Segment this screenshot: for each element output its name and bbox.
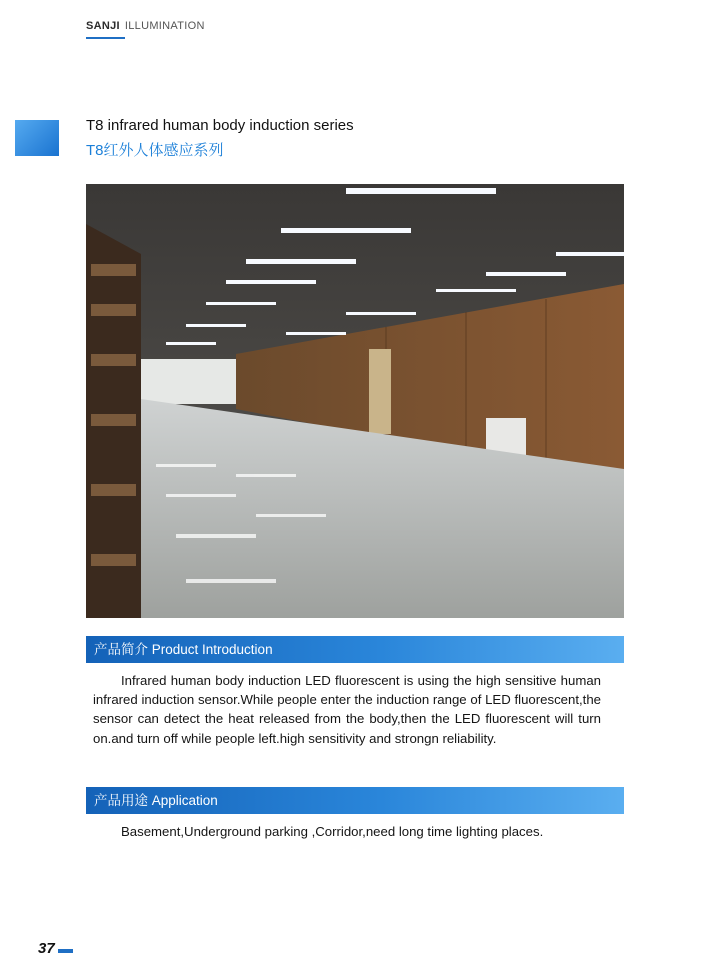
decorative-blue-square [15,120,59,156]
brand-sub: ILLUMINATION [124,20,205,32]
introduction-text: Infrared human body induction LED fluorescent is using the high sensitive human infrared induction sensor.While people enter the induction range of LED fluorescent,the sensor can detect the heat released from the body,then the LED fluorescent will turn on.and turn off while people left.high sensitivity and strongn reliability. [93,673,601,746]
page-number: 37 [38,940,55,957]
corridor-photo [86,184,624,618]
brand-header [86,20,205,32]
page-title-en: T8 infrared human body induction series [86,117,354,134]
brand-name: SANJI [86,20,120,32]
brand-underline [86,37,125,39]
page-number-accent [58,949,73,953]
page-title-cn: T8红外人体感应系列 [86,142,224,159]
section-heading-introduction: 产品简介 Product Introduction [86,636,624,663]
section-heading-application: 产品用途 Application [86,787,624,814]
application-text: Basement,Underground parking ,Corridor,need long time lighting places. [121,824,544,839]
